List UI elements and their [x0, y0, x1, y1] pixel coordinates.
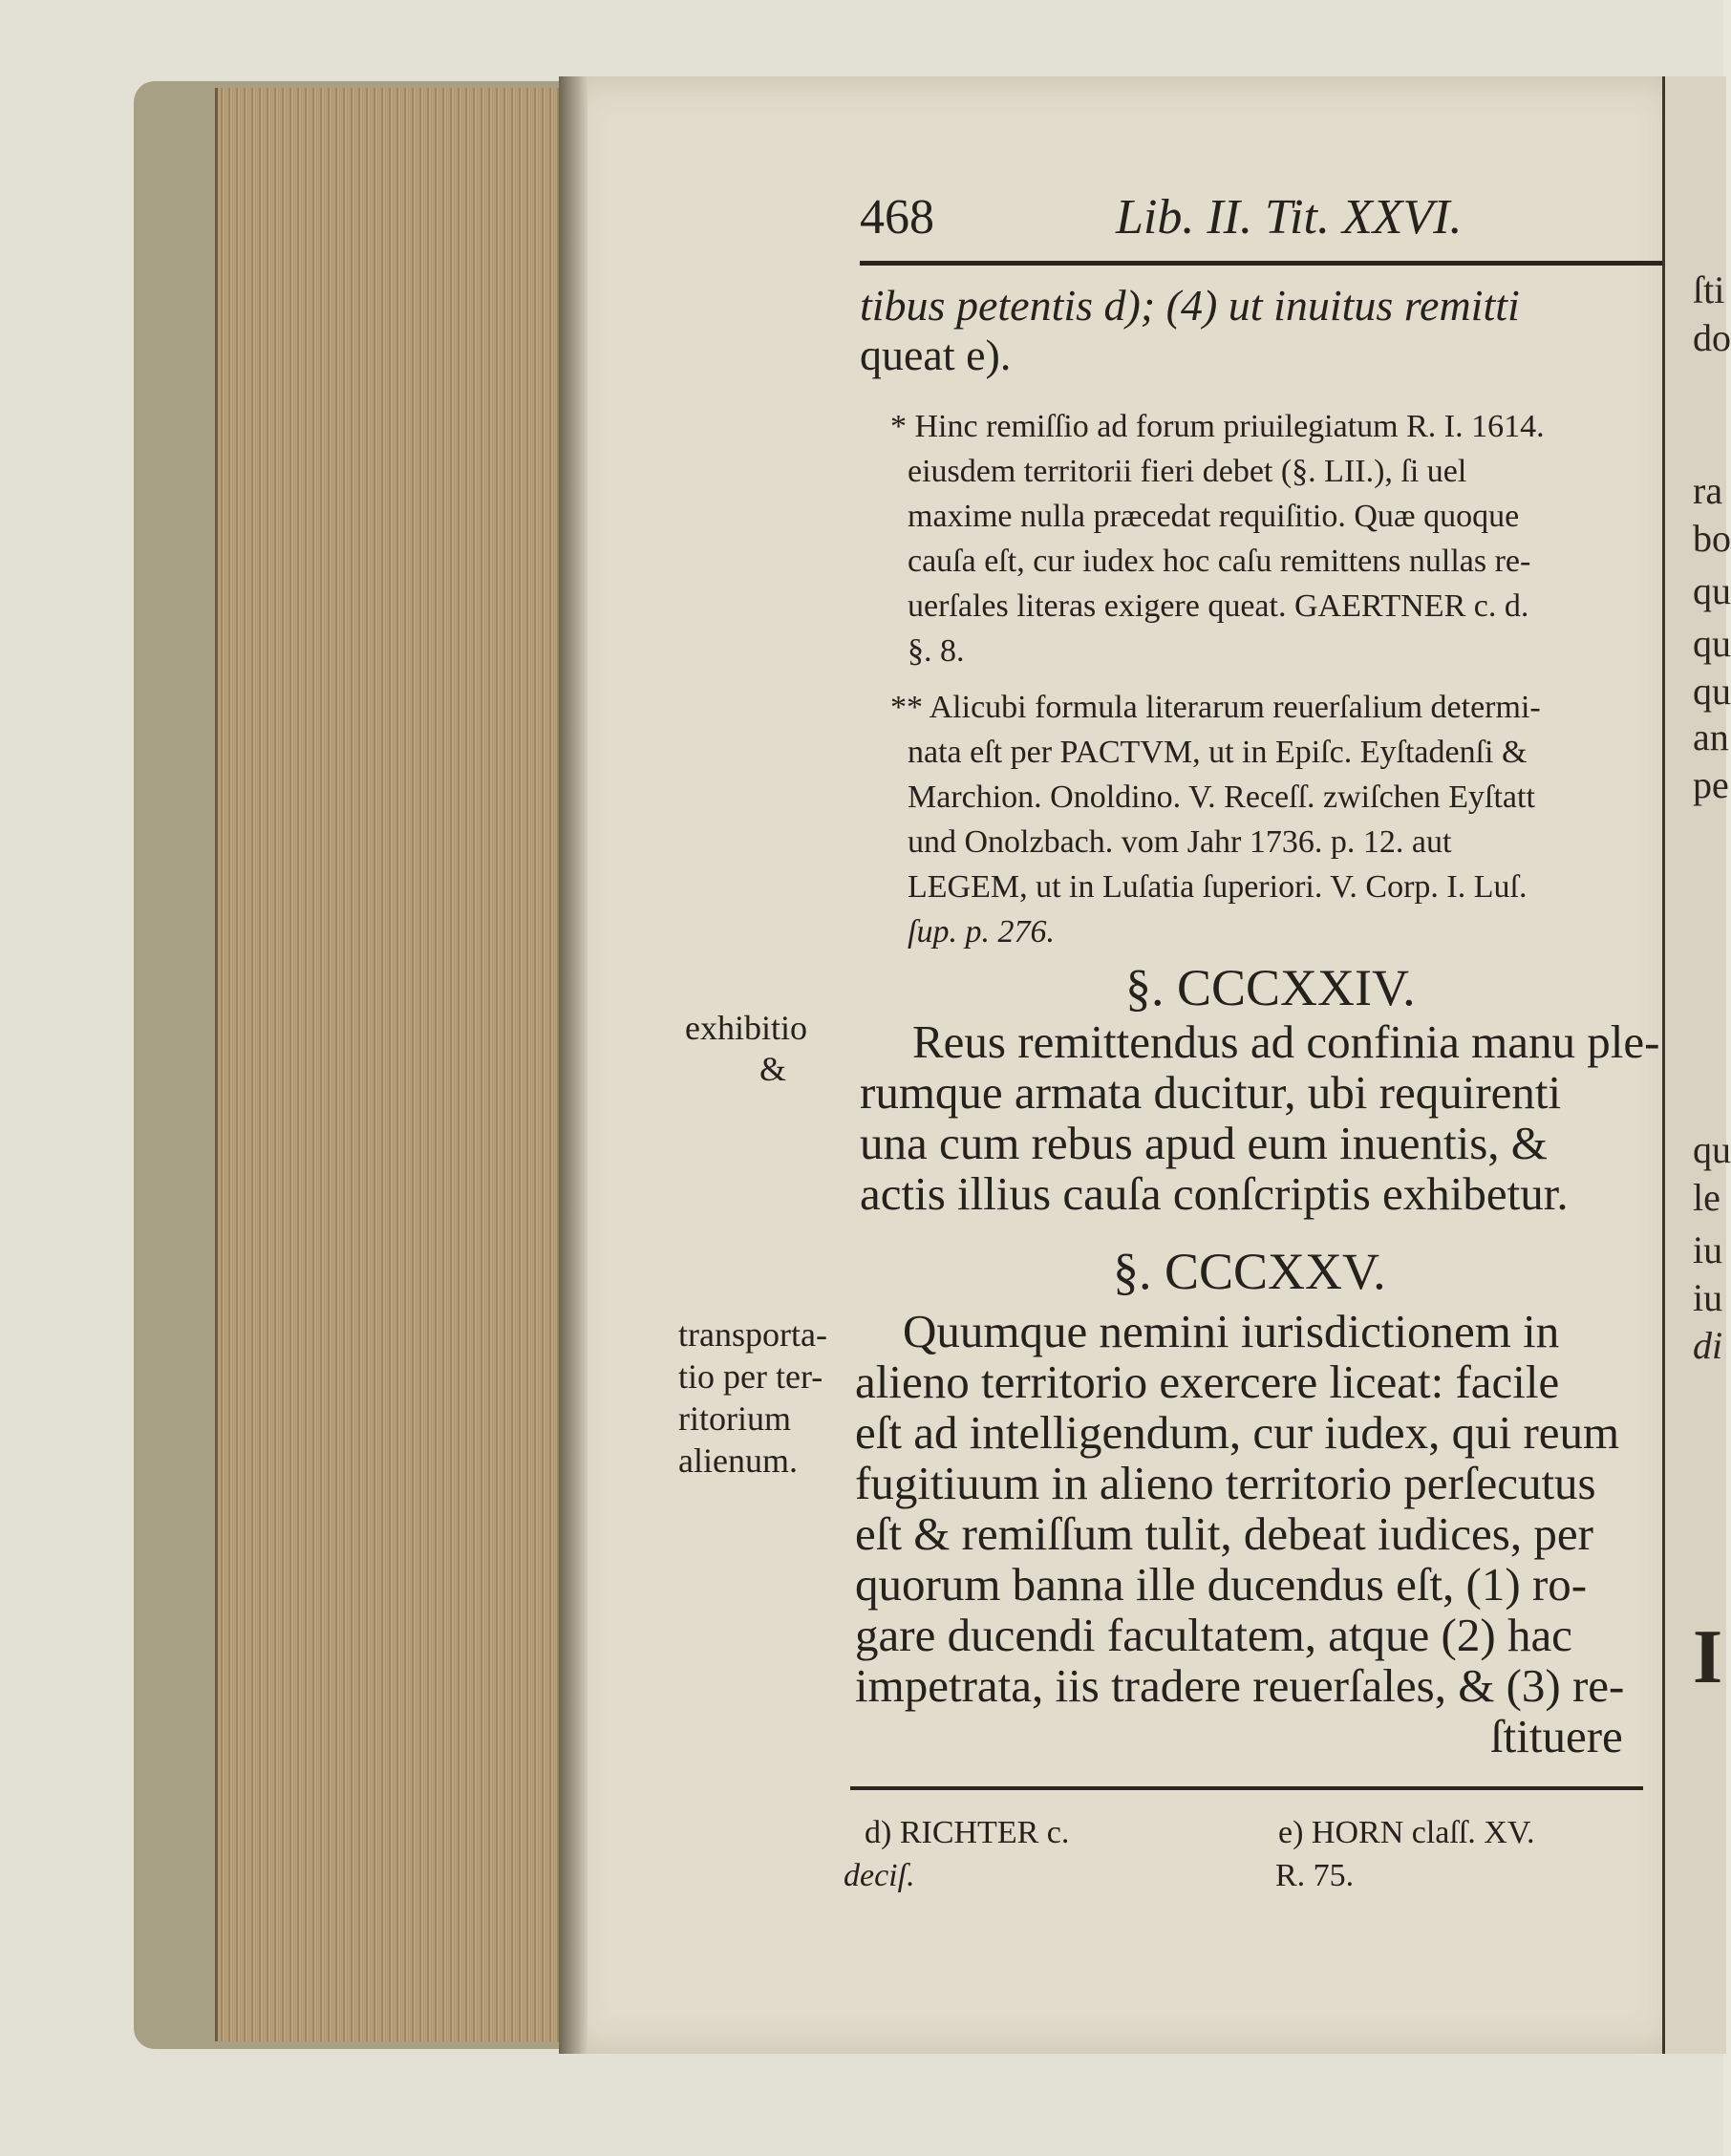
note-line: cauſa eſt, cur iudex hoc caſu remittens nullas re-	[908, 544, 1531, 579]
page-block-edges	[215, 88, 571, 2041]
section-line: gare ducendi facultatem, atque (2) hac	[855, 1609, 1572, 1661]
margin-note: transporta-	[678, 1315, 827, 1354]
note-line: Marchion. Onoldino. V. Receſſ. zwiſchen Eyſtatt	[908, 779, 1535, 815]
note-line: maxime nulla præcedat requiſitio. Quæ quoque	[908, 499, 1520, 534]
note-line: §. 8.	[908, 633, 965, 669]
section-line: Quumque nemini iurisdictionem in	[903, 1305, 1560, 1357]
facing-page-fragment: le	[1693, 1176, 1720, 1219]
gutter-shadow	[559, 76, 588, 2054]
section-line: impetrata, iis tradere reuerſales, & (3) re-	[855, 1659, 1625, 1712]
facing-page-fragment: pe	[1693, 763, 1729, 806]
facing-page-fragment: qu	[1693, 1128, 1731, 1171]
section-line: eſt & remiſſum tulit, debeat iudices, per	[855, 1507, 1593, 1560]
section-heading: §. CCCXXIV.	[1125, 959, 1416, 1016]
margin-note: tio per ter-	[678, 1357, 823, 1396]
note-line: ** Alicubi formula literarum reuerſalium determi-	[890, 690, 1541, 725]
facing-page-fragment: an	[1693, 715, 1729, 758]
section-line: fugitiuum in alieno territorio perſecutus	[855, 1457, 1596, 1509]
facing-page-fragment: qu	[1693, 670, 1731, 713]
page-number: 468	[860, 190, 934, 245]
note-line: LEGEM, ut in Luſatia ſuperiori. V. Corp. I. Luſ.	[908, 869, 1528, 905]
section-line: Reus remittendus ad confinia manu ple-	[912, 1015, 1660, 1068]
margin-note: exhibitio	[685, 1009, 807, 1047]
margin-note: ritorium	[678, 1399, 791, 1438]
note-line: nata eſt per PACTVM, ut in Epiſc. Eyſtadenſi &	[908, 735, 1528, 770]
footnote-line: deciſ.	[844, 1858, 915, 1893]
footnote-line: R. 75.	[1275, 1858, 1355, 1893]
footnote-line: e) HORN claſſ. XV.	[1278, 1815, 1535, 1850]
section-line: quorum banna ille ducendus eſt, (1) ro-	[855, 1558, 1588, 1611]
facing-page-fragment: ra	[1693, 469, 1723, 512]
note-line: * Hinc remiſſio ad forum priuilegiatum R. I. 1614.	[890, 409, 1545, 444]
facing-page-fragment: do	[1693, 316, 1731, 359]
facing-page-fragment: bo	[1693, 517, 1731, 560]
facing-page-fragment: ſti	[1693, 268, 1725, 311]
facing-page-fragment: qu	[1693, 622, 1731, 665]
footnote-line: d) RICHTER c.	[865, 1815, 1070, 1850]
facing-page-fragment: iu	[1693, 1228, 1723, 1271]
section-line: ſtituere	[1490, 1710, 1623, 1762]
section-line: alieno territorio exercere liceat: facile	[855, 1356, 1560, 1408]
facing-page-fragment: iu	[1693, 1276, 1723, 1319]
note-line: uerſales literas exigere queat. GAERTNER c. d.	[908, 588, 1529, 624]
header-rule	[860, 261, 1662, 266]
section-heading: §. CCCXXV.	[1113, 1243, 1386, 1300]
facing-page-edge	[1662, 76, 1726, 2054]
note-line: eiusdem territorii fieri debet (§. LII.), ſi uel	[908, 454, 1467, 489]
section-line: rumque armata ducitur, ubi requirenti	[860, 1066, 1562, 1119]
facing-page-fragment: I	[1693, 1615, 1723, 1699]
section-line: eſt ad intelligendum, cur iudex, qui reum	[855, 1406, 1620, 1459]
margin-note: alienum.	[678, 1441, 798, 1480]
margin-note: &	[759, 1050, 787, 1088]
body-line: tibus petentis d); (4) ut inuitus remitti	[860, 281, 1520, 330]
note-line: ſup. p. 276.	[908, 914, 1055, 950]
facing-page-fragment: di	[1693, 1324, 1723, 1367]
section-line: una cum rebus apud eum inuentis, &	[860, 1117, 1548, 1169]
running-head: Lib. II. Tit. XXVI.	[1116, 190, 1463, 245]
facing-page-fragment: qu	[1693, 569, 1731, 612]
body-line: queat e).	[860, 331, 1012, 379]
note-line: und Onolzbach. vom Jahr 1736. p. 12. aut	[908, 824, 1452, 860]
footnote-rule	[850, 1786, 1643, 1790]
section-line: actis illius cauſa conſcriptis exhibetur.	[860, 1167, 1569, 1220]
